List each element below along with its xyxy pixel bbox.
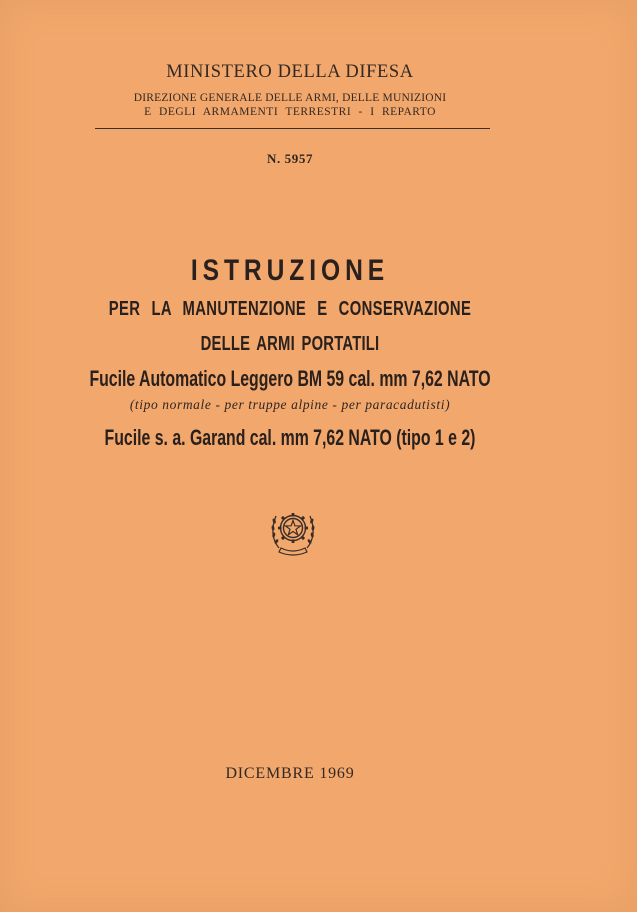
- department-line-1: DIREZIONE GENERALE DELLE ARMI, DELLE MUNIZIONI: [133, 92, 447, 104]
- scan-border-bottom: [0, 912, 641, 917]
- scan-border-right: [637, 0, 641, 917]
- subtitle-line-2: DELLE ARMI PORTATILI: [200, 333, 380, 355]
- ministry-heading: MINISTERO DELLA DIFESA: [166, 62, 414, 82]
- emblem-graphic: [269, 504, 317, 560]
- weapon-line-1: Fucile Automatico Leggero BM 59 cal. mm 7,62 NATO: [89, 366, 491, 391]
- document-number: N. 5957: [266, 151, 314, 166]
- publication-date: DICEMBRE 1969: [225, 765, 355, 782]
- italian-republic-emblem-icon: [269, 504, 317, 560]
- document-title: ISTRUZIONE: [190, 254, 390, 287]
- subtitle-line-1: PER LA MANUTENZIONE E CONSERVAZIONE: [108, 298, 472, 320]
- weapon-line-2: Fucile s. a. Garand cal. mm 7,62 NATO (tipo 1 e 2): [104, 425, 476, 450]
- weapon-variants: (tipo normale - per truppe alpine - per paracadutisti): [129, 397, 451, 412]
- department-line-2: E DEGLI ARMAMENTI TERRESTRI - I REPARTO: [144, 106, 436, 118]
- header-divider: [95, 128, 490, 129]
